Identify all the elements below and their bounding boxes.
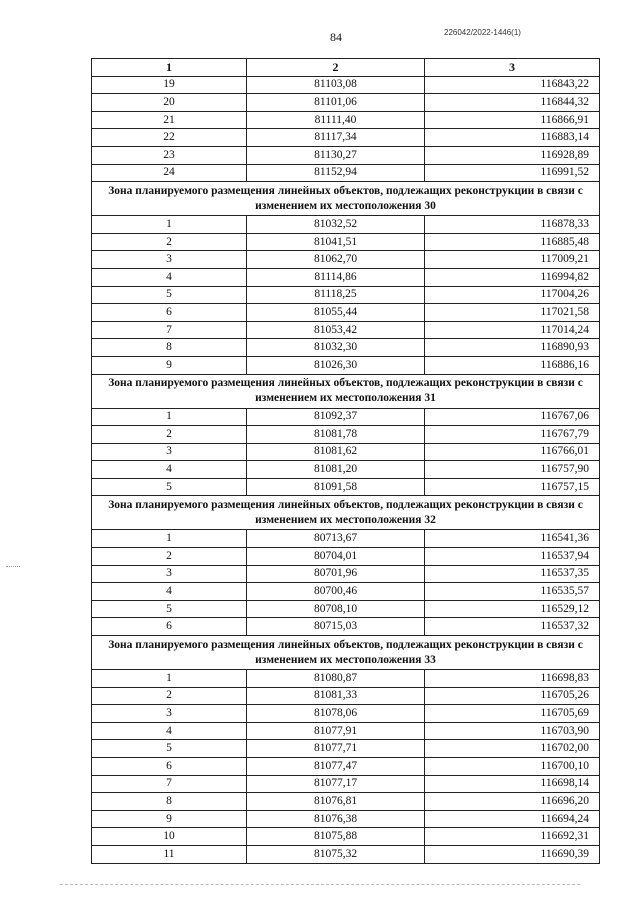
y-coordinate-cell: 116885,48 xyxy=(425,233,600,251)
y-coordinate-cell: 116537,35 xyxy=(425,565,600,583)
x-coordinate-cell: 81081,78 xyxy=(247,426,425,444)
y-coordinate-cell: 116698,83 xyxy=(425,670,600,688)
zone-title: Зона планируемого размещения линейных объектов, подлежащих реконструкции в связи с изменением их местоположения 31 xyxy=(92,374,600,408)
x-coordinate-cell: 81075,32 xyxy=(247,845,425,863)
x-coordinate-cell: 81077,17 xyxy=(247,775,425,793)
x-coordinate-cell: 81081,20 xyxy=(247,461,425,479)
point-number-cell: 2 xyxy=(92,687,247,705)
table-row xyxy=(92,758,600,776)
zone-title: Зона планируемого размещения линейных объектов, подлежащих реконструкции в связи с изменением их местоположения 33 xyxy=(92,636,600,670)
y-coordinate-cell: 116537,32 xyxy=(425,618,600,636)
point-number-cell: 2 xyxy=(92,426,247,444)
point-number-cell: 9 xyxy=(92,810,247,828)
y-coordinate-cell: 116694,24 xyxy=(425,810,600,828)
point-number-cell: 5 xyxy=(92,600,247,618)
x-coordinate-cell: 81101,06 xyxy=(247,94,425,112)
x-coordinate-cell: 81075,88 xyxy=(247,828,425,846)
point-number-cell: 19 xyxy=(92,76,247,94)
table-row xyxy=(92,304,600,322)
x-coordinate-cell: 81118,25 xyxy=(247,286,425,304)
table-row xyxy=(92,600,600,618)
table-header-row xyxy=(92,59,600,77)
zone-header-row xyxy=(92,496,600,530)
document-code: 226042/2022-1446(1) xyxy=(444,28,521,37)
table-row xyxy=(92,356,600,374)
y-coordinate-cell: 116878,33 xyxy=(425,216,600,234)
point-number-cell: 7 xyxy=(92,775,247,793)
point-number-cell: 4 xyxy=(92,583,247,601)
column-header-y: 3 xyxy=(425,59,600,77)
table-row xyxy=(92,129,600,147)
point-number-cell: 21 xyxy=(92,111,247,129)
zone-header-row xyxy=(92,182,600,216)
y-coordinate-cell: 116886,16 xyxy=(425,356,600,374)
table-row xyxy=(92,530,600,548)
column-header-point: 1 xyxy=(92,59,247,77)
x-coordinate-cell: 81077,47 xyxy=(247,758,425,776)
point-number-cell: 24 xyxy=(92,164,247,182)
x-coordinate-cell: 81041,51 xyxy=(247,233,425,251)
y-coordinate-cell: 116705,26 xyxy=(425,687,600,705)
y-coordinate-cell: 116703,90 xyxy=(425,722,600,740)
table-row xyxy=(92,618,600,636)
y-coordinate-cell: 116690,39 xyxy=(425,845,600,863)
y-coordinate-cell: 116843,22 xyxy=(425,76,600,94)
y-coordinate-cell: 116883,14 xyxy=(425,129,600,147)
zone-title: Зона планируемого размещения линейных объектов, подлежащих реконструкции в связи с изменением их местоположения 30 xyxy=(92,182,600,216)
x-coordinate-cell: 81032,52 xyxy=(247,216,425,234)
x-coordinate-cell: 81053,42 xyxy=(247,321,425,339)
point-number-cell: 7 xyxy=(92,321,247,339)
table-row xyxy=(92,146,600,164)
table-row xyxy=(92,321,600,339)
x-coordinate-cell: 81117,34 xyxy=(247,129,425,147)
x-coordinate-cell: 81080,87 xyxy=(247,670,425,688)
y-coordinate-cell: 116994,82 xyxy=(425,268,600,286)
point-number-cell: 2 xyxy=(92,548,247,566)
point-number-cell: 9 xyxy=(92,356,247,374)
x-coordinate-cell: 81078,06 xyxy=(247,705,425,723)
x-coordinate-cell: 81081,33 xyxy=(247,687,425,705)
point-number-cell: 6 xyxy=(92,618,247,636)
table-row xyxy=(92,111,600,129)
x-coordinate-cell: 80715,03 xyxy=(247,618,425,636)
point-number-cell: 20 xyxy=(92,94,247,112)
margin-mark xyxy=(6,566,20,567)
x-coordinate-cell: 81091,58 xyxy=(247,478,425,496)
y-coordinate-cell: 116700,10 xyxy=(425,758,600,776)
y-coordinate-cell: 116692,31 xyxy=(425,828,600,846)
point-number-cell: 5 xyxy=(92,478,247,496)
point-number-cell: 3 xyxy=(92,443,247,461)
y-coordinate-cell: 116702,00 xyxy=(425,740,600,758)
zone-header-row xyxy=(92,636,600,670)
table-body xyxy=(92,76,600,863)
table-row xyxy=(92,94,600,112)
y-coordinate-cell: 116767,79 xyxy=(425,426,600,444)
table-row xyxy=(92,565,600,583)
point-number-cell: 6 xyxy=(92,758,247,776)
y-coordinate-cell: 117021,58 xyxy=(425,304,600,322)
x-coordinate-cell: 81032,30 xyxy=(247,339,425,357)
point-number-cell: 1 xyxy=(92,408,247,426)
table-row xyxy=(92,164,600,182)
table-row xyxy=(92,828,600,846)
y-coordinate-cell: 116529,12 xyxy=(425,600,600,618)
y-coordinate-cell: 116844,32 xyxy=(425,94,600,112)
table-row xyxy=(92,443,600,461)
point-number-cell: 11 xyxy=(92,845,247,863)
x-coordinate-cell: 81076,38 xyxy=(247,810,425,828)
point-number-cell: 1 xyxy=(92,530,247,548)
x-coordinate-cell: 81026,30 xyxy=(247,356,425,374)
x-coordinate-cell: 81055,44 xyxy=(247,304,425,322)
x-coordinate-cell: 80700,46 xyxy=(247,583,425,601)
x-coordinate-cell: 80708,10 xyxy=(247,600,425,618)
zone-header-row xyxy=(92,374,600,408)
point-number-cell: 4 xyxy=(92,268,247,286)
point-number-cell: 1 xyxy=(92,670,247,688)
x-coordinate-cell: 81077,71 xyxy=(247,740,425,758)
table-row xyxy=(92,705,600,723)
table-row xyxy=(92,251,600,269)
table-row xyxy=(92,233,600,251)
coordinates-table xyxy=(91,58,600,864)
y-coordinate-cell: 116866,91 xyxy=(425,111,600,129)
x-coordinate-cell: 81081,62 xyxy=(247,443,425,461)
y-coordinate-cell: 116705,69 xyxy=(425,705,600,723)
y-coordinate-cell: 116757,90 xyxy=(425,461,600,479)
x-coordinate-cell: 81152,94 xyxy=(247,164,425,182)
table-row xyxy=(92,845,600,863)
table-row xyxy=(92,76,600,94)
point-number-cell: 1 xyxy=(92,216,247,234)
table-row xyxy=(92,793,600,811)
x-coordinate-cell: 81111,40 xyxy=(247,111,425,129)
point-number-cell: 23 xyxy=(92,146,247,164)
point-number-cell: 4 xyxy=(92,722,247,740)
table-row xyxy=(92,548,600,566)
table-row xyxy=(92,775,600,793)
point-number-cell: 22 xyxy=(92,129,247,147)
y-coordinate-cell: 116766,01 xyxy=(425,443,600,461)
bottom-scan-line xyxy=(60,884,580,885)
table-row xyxy=(92,722,600,740)
x-coordinate-cell: 80713,67 xyxy=(247,530,425,548)
y-coordinate-cell: 116928,89 xyxy=(425,146,600,164)
x-coordinate-cell: 81130,27 xyxy=(247,146,425,164)
x-coordinate-cell: 80701,96 xyxy=(247,565,425,583)
table-row xyxy=(92,339,600,357)
y-coordinate-cell: 116698,14 xyxy=(425,775,600,793)
page-number: 84 xyxy=(330,30,342,44)
point-number-cell: 3 xyxy=(92,251,247,269)
y-coordinate-cell: 116991,52 xyxy=(425,164,600,182)
point-number-cell: 5 xyxy=(92,286,247,304)
point-number-cell: 5 xyxy=(92,740,247,758)
point-number-cell: 6 xyxy=(92,304,247,322)
table-row xyxy=(92,670,600,688)
x-coordinate-cell: 80704,01 xyxy=(247,548,425,566)
table-row xyxy=(92,268,600,286)
table-row xyxy=(92,687,600,705)
y-coordinate-cell: 116757,15 xyxy=(425,478,600,496)
x-coordinate-cell: 81062,70 xyxy=(247,251,425,269)
table-row xyxy=(92,216,600,234)
table-row xyxy=(92,583,600,601)
point-number-cell: 10 xyxy=(92,828,247,846)
y-coordinate-cell: 116535,57 xyxy=(425,583,600,601)
point-number-cell: 3 xyxy=(92,565,247,583)
zone-title: Зона планируемого размещения линейных объектов, подлежащих реконструкции в связи с изменением их местоположения 32 xyxy=(92,496,600,530)
table-row xyxy=(92,478,600,496)
point-number-cell: 3 xyxy=(92,705,247,723)
y-coordinate-cell: 116767,06 xyxy=(425,408,600,426)
table-row xyxy=(92,408,600,426)
column-header-x: 2 xyxy=(247,59,425,77)
x-coordinate-cell: 81114,86 xyxy=(247,268,425,286)
table-row xyxy=(92,426,600,444)
table-row xyxy=(92,286,600,304)
table-row xyxy=(92,810,600,828)
y-coordinate-cell: 116696,20 xyxy=(425,793,600,811)
y-coordinate-cell: 117004,26 xyxy=(425,286,600,304)
point-number-cell: 8 xyxy=(92,339,247,357)
x-coordinate-cell: 81077,91 xyxy=(247,722,425,740)
y-coordinate-cell: 116541,36 xyxy=(425,530,600,548)
point-number-cell: 4 xyxy=(92,461,247,479)
y-coordinate-cell: 116890,93 xyxy=(425,339,600,357)
table-row xyxy=(92,461,600,479)
y-coordinate-cell: 117014,24 xyxy=(425,321,600,339)
point-number-cell: 2 xyxy=(92,233,247,251)
x-coordinate-cell: 81076,81 xyxy=(247,793,425,811)
y-coordinate-cell: 116537,94 xyxy=(425,548,600,566)
x-coordinate-cell: 81092,37 xyxy=(247,408,425,426)
table-row xyxy=(92,740,600,758)
point-number-cell: 8 xyxy=(92,793,247,811)
x-coordinate-cell: 81103,08 xyxy=(247,76,425,94)
y-coordinate-cell: 117009,21 xyxy=(425,251,600,269)
